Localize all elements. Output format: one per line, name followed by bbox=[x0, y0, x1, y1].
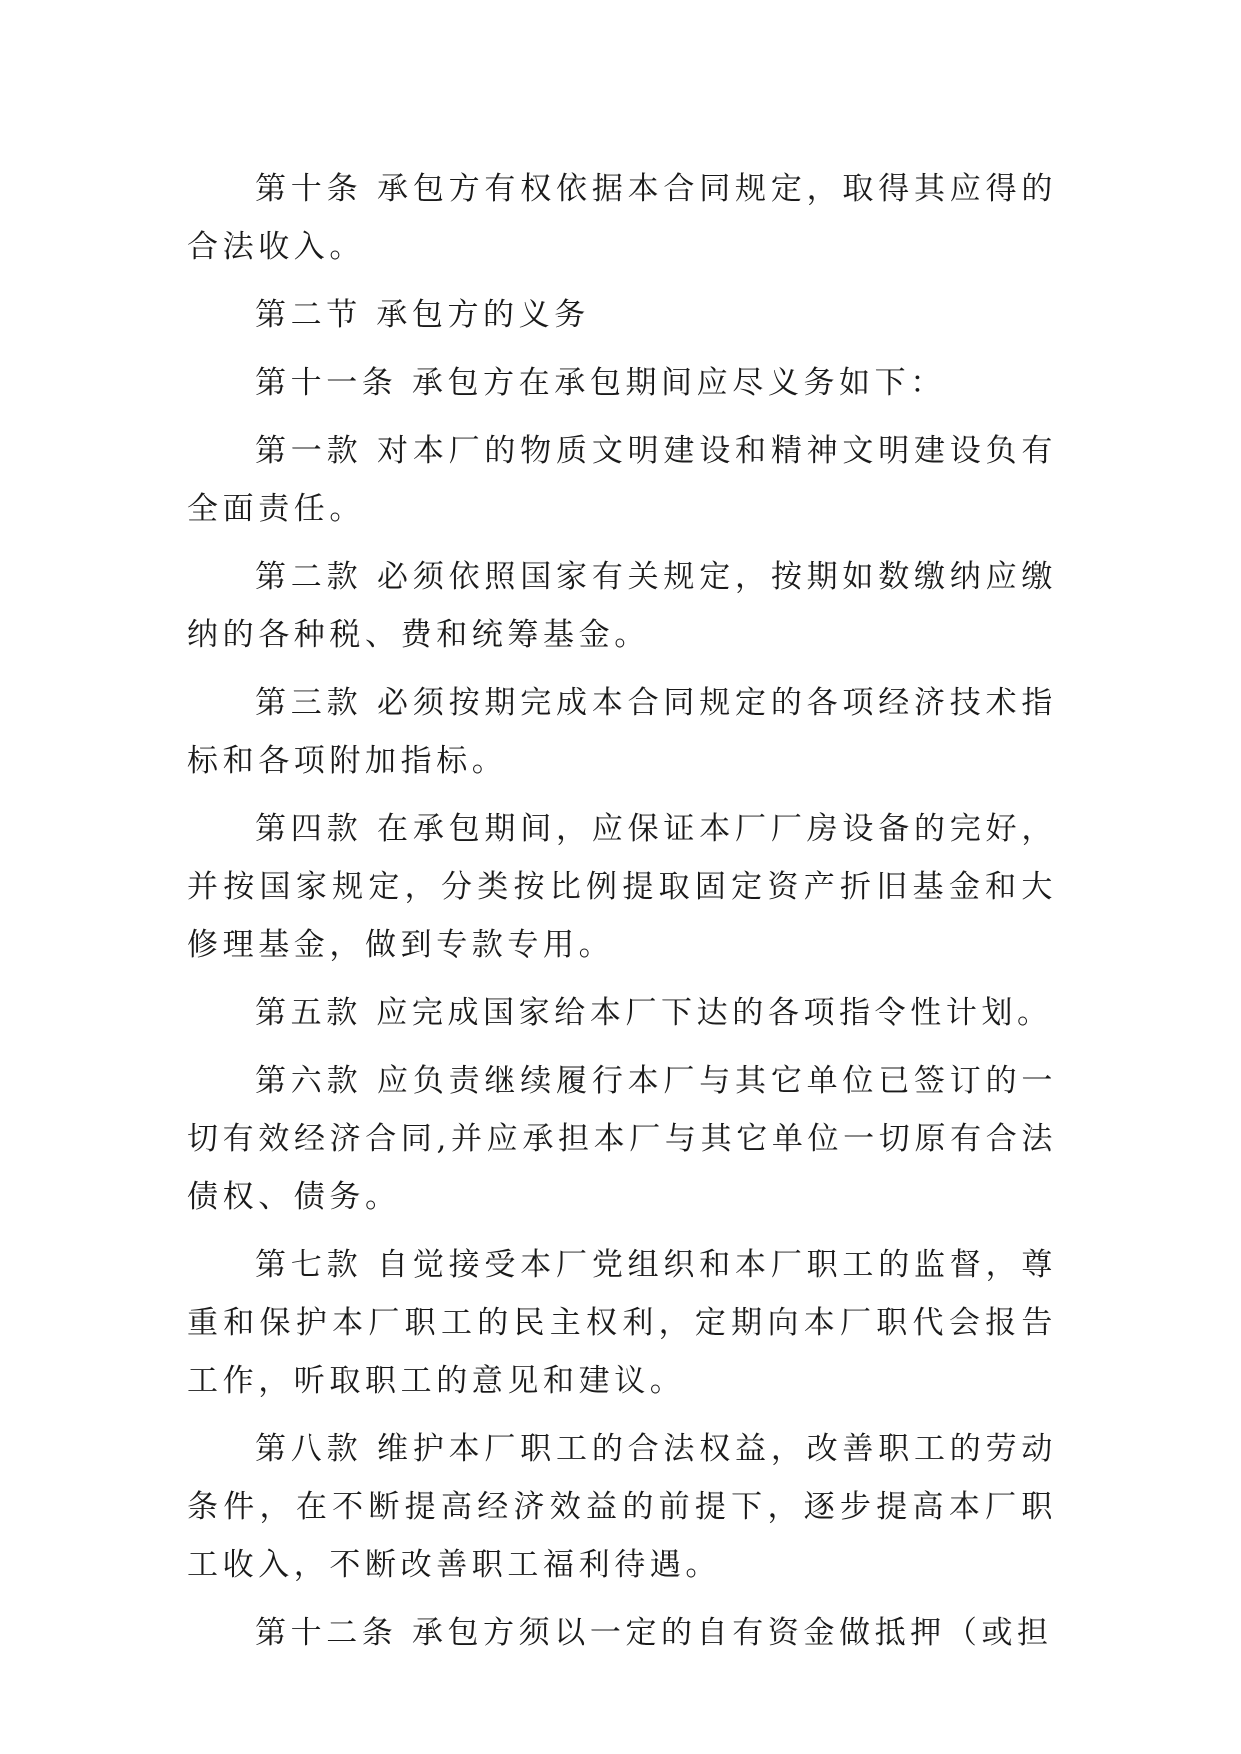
clause-6-paragraph: 第六款 应负责继续履行本厂与其它单位已签订的一切有效经济合同,并应承担本厂与其它单位一切原有合法债权、债务。 bbox=[187, 1063, 1057, 1215]
clause-1-paragraph: 第一款 对本厂的物质文明建设和精神文明建设负有全面责任。 bbox=[187, 433, 1057, 527]
document-body bbox=[187, 160, 1057, 1672]
article-11-paragraph: 第十一条 承包方在承包期间应尽义务如下： bbox=[255, 365, 946, 401]
section-2-heading: 第二节 承包方的义务 bbox=[255, 297, 590, 333]
article-10-paragraph: 第十条 承包方有权依据本合同规定，取得其应得的合法收入。 bbox=[187, 171, 1057, 265]
article-12-paragraph: 第十二条 承包方须以一定的自有资金做抵押（或担 bbox=[255, 1615, 1053, 1651]
clause-3-paragraph: 第三款 必须按期完成本合同规定的各项经济技术指标和各项附加指标。 bbox=[187, 685, 1057, 779]
clause-2-paragraph: 第二款 必须依照国家有关规定，按期如数缴纳应缴纳的各种税、费和统筹基金。 bbox=[187, 559, 1057, 653]
clause-4-paragraph: 第四款 在承包期间，应保证本厂厂房设备的完好，并按国家规定，分类按比例提取固定资产折旧基金和大修理基金，做到专款专用。 bbox=[187, 811, 1057, 963]
clause-8-paragraph: 第八款 维护本厂职工的合法权益，改善职工的劳动条件，在不断提高经济效益的前提下，逐步提高本厂职工收入，不断改善职工福利待遇。 bbox=[187, 1431, 1057, 1583]
clause-7-paragraph: 第七款 自觉接受本厂党组织和本厂职工的监督，尊重和保护本厂职工的民主权利，定期向本厂职代会报告工作，听取职工的意见和建议。 bbox=[187, 1247, 1057, 1399]
clause-5-paragraph: 第五款 应完成国家给本厂下达的各项指令性计划。 bbox=[255, 995, 1053, 1031]
